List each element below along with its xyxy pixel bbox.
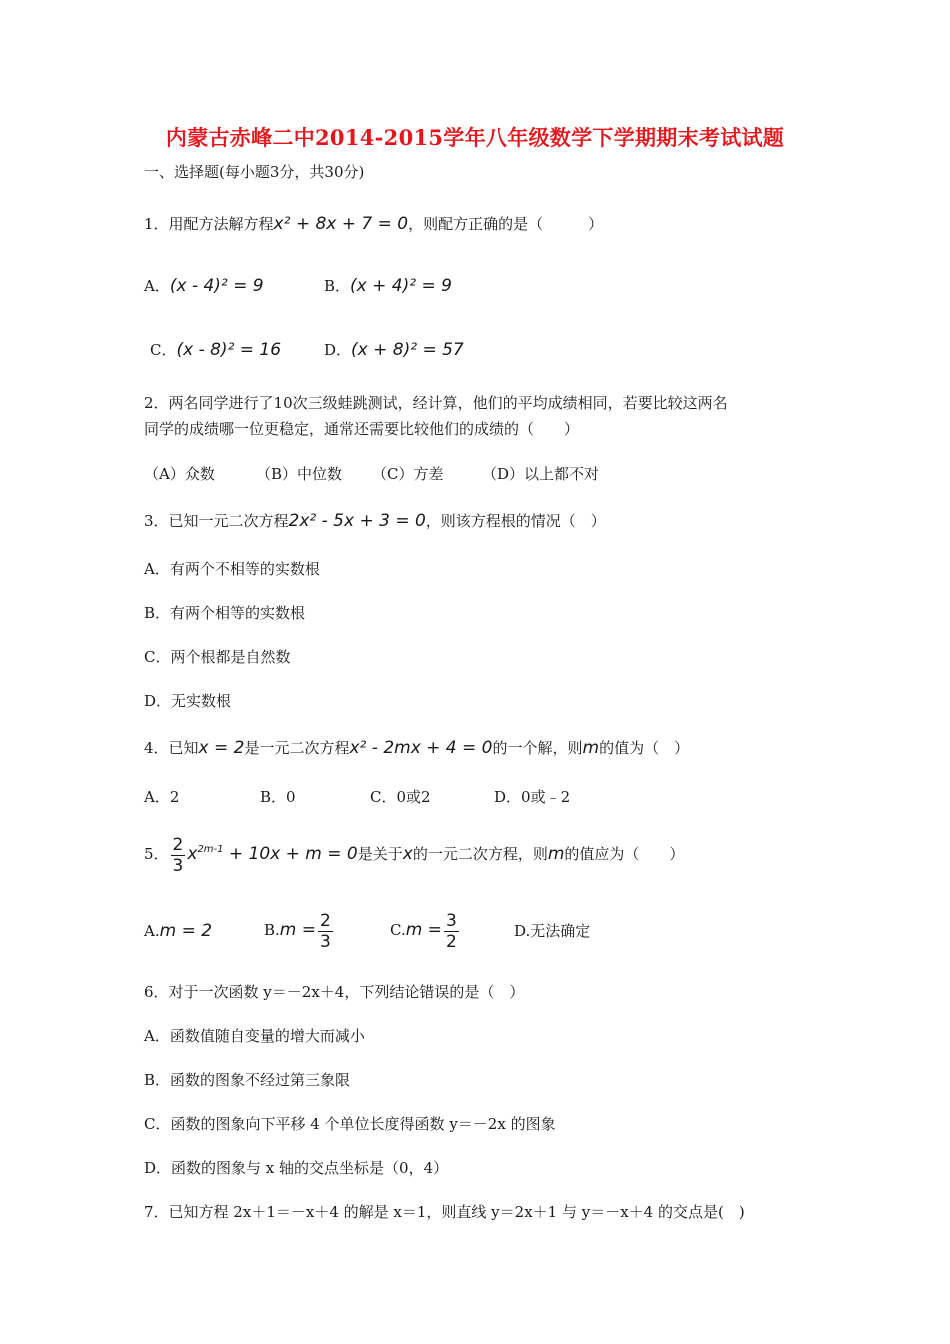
q6-option-a: A．函数值随自变量的增大而减小 bbox=[144, 1027, 365, 1045]
section-heading: 一、选择题(每小题3分，共30分) bbox=[144, 163, 365, 181]
q1-option-a bbox=[144, 276, 264, 296]
q1-option-b-label: B． bbox=[324, 277, 351, 295]
q3-prefix: 3．已知一元二次方程 bbox=[144, 512, 289, 530]
q4-tail-2: 的值为（ ） bbox=[599, 739, 690, 757]
q5-frac-numerator: 2 bbox=[172, 834, 184, 855]
q1-option-c-expr: (x - 8)² = 16 bbox=[176, 340, 282, 360]
q2-option-c: （C）方差 bbox=[372, 465, 444, 483]
q5-option-d: D.无法确定 bbox=[514, 922, 591, 940]
q5-var-x: x bbox=[402, 844, 413, 864]
q5-option-b-denominator: 3 bbox=[320, 931, 331, 952]
q5-frac-denominator: 3 bbox=[172, 855, 184, 876]
q5-option-c-denominator: 2 bbox=[445, 931, 457, 952]
q5-option-a-label: A. bbox=[144, 922, 160, 940]
q5-exponent: 2m-1 bbox=[197, 844, 224, 855]
question-7-stem: 7．已知方程 2x＋1＝－x＋4 的解是 x＝1，则直线 y＝2x＋1 与 y＝－x＋4 的交点是( ) bbox=[144, 1203, 745, 1221]
q5-option-c-label: C. bbox=[390, 921, 406, 939]
q5-text-2: 的一元二次方程，则 bbox=[412, 845, 548, 863]
q4-option-d: D．0或﹣2 bbox=[494, 788, 571, 806]
q1-suffix: ，则配方正确的是（ ） bbox=[408, 215, 604, 233]
q6-option-c: C．函数的图象向下平移 4 个单位长度得函数 y＝－2x 的图象 bbox=[144, 1115, 556, 1133]
q1-option-b bbox=[324, 276, 452, 296]
q5-option-b-fraction bbox=[318, 911, 333, 952]
question-1-stem bbox=[144, 214, 603, 234]
question-2-line-2: 同学的成绩哪一位更稳定，通常还需要比较他们的成绩的（ ） bbox=[144, 420, 580, 438]
q4-option-b: B．0 bbox=[260, 788, 296, 806]
q5-option-b-numerator: 2 bbox=[320, 910, 331, 931]
q2-option-b: （B）中位数 bbox=[256, 465, 343, 483]
q3-option-c: C．两个根都是自然数 bbox=[144, 648, 291, 666]
q5-equation-rest: + 10x + m = 0 bbox=[223, 844, 358, 864]
q4-prefix: 4．已知 bbox=[144, 739, 199, 757]
q4-condition: x = 2 bbox=[198, 738, 245, 758]
q4-option-a: A．2 bbox=[144, 788, 180, 806]
question-4-stem bbox=[144, 738, 689, 758]
q5-option-a bbox=[144, 921, 212, 941]
q1-option-a-label: A． bbox=[144, 277, 170, 295]
q2-option-a: （A）众数 bbox=[144, 465, 215, 483]
q1-option-d bbox=[324, 340, 464, 360]
q5-option-c-fraction bbox=[444, 911, 459, 952]
q4-equation: x² - 2mx + 4 = 0 bbox=[349, 738, 493, 758]
document-title: 内蒙古赤峰二中2014-2015学年八年级数学下学期期末考试试题 bbox=[165, 125, 785, 150]
q4-mid: 是一元二次方程 bbox=[244, 739, 350, 757]
q2-option-d: （D）以上都不对 bbox=[482, 465, 600, 483]
q4-option-c: C．0或2 bbox=[370, 788, 431, 806]
q5-var-m: m bbox=[547, 844, 565, 864]
q5-option-a-expr: m = 2 bbox=[159, 921, 213, 941]
question-6-stem: 6．对于一次函数 y＝－2x＋4，下列结论错误的是（ ） bbox=[144, 983, 525, 1001]
q4-tail-1: 的一个解，则 bbox=[492, 739, 583, 757]
q5-option-c-numerator: 3 bbox=[445, 910, 457, 931]
q1-prefix: 1．用配方法解方程 bbox=[144, 215, 274, 233]
q3-suffix: ，则该方程根的情况（ ） bbox=[425, 512, 606, 530]
q4-var-m: m bbox=[582, 738, 600, 758]
q3-option-b: B．有两个相等的实数根 bbox=[144, 604, 306, 622]
q1-option-c-label: C． bbox=[150, 341, 177, 359]
q5-text-1: 是关于 bbox=[357, 845, 403, 863]
q5-number: 5． bbox=[144, 845, 169, 863]
q1-option-d-expr: (x + 8)² = 57 bbox=[351, 340, 464, 360]
q1-option-d-label: D． bbox=[324, 341, 352, 359]
q1-option-b-expr: (x + 4)² = 9 bbox=[350, 276, 452, 296]
q5-option-b bbox=[264, 908, 335, 952]
question-2-line-1: 2．两名同学进行了10次三级蛙跳测试，经计算，他们的平均成绩相同，若要比较这两名 bbox=[144, 394, 728, 412]
q3-option-a: A．有两个不相等的实数根 bbox=[144, 560, 320, 578]
q1-equation: x² + 8x + 7 = 0 bbox=[273, 214, 409, 234]
q5-option-c bbox=[390, 908, 461, 952]
q1-option-a-expr: (x - 4)² = 9 bbox=[169, 276, 264, 296]
q3-option-d: D．无实数根 bbox=[144, 692, 232, 710]
q1-option-c bbox=[150, 340, 281, 360]
question-5-stem bbox=[144, 832, 684, 880]
q5-option-b-expr: m = bbox=[279, 920, 317, 940]
q5-fraction bbox=[171, 835, 186, 876]
question-3-stem bbox=[144, 511, 606, 531]
q5-base-x: x bbox=[187, 844, 198, 864]
q6-option-b: B．函数的图象不经过第三象限 bbox=[144, 1071, 351, 1089]
q5-text-3: 的值应为（ ） bbox=[564, 845, 685, 863]
q5-option-c-expr: m = bbox=[405, 920, 442, 940]
q6-option-d: D．函数的图象与 x 轴的交点坐标是（0，4） bbox=[144, 1159, 449, 1177]
q5-option-b-label: B. bbox=[264, 921, 280, 939]
q3-equation: 2x² - 5x + 3 = 0 bbox=[288, 511, 426, 531]
